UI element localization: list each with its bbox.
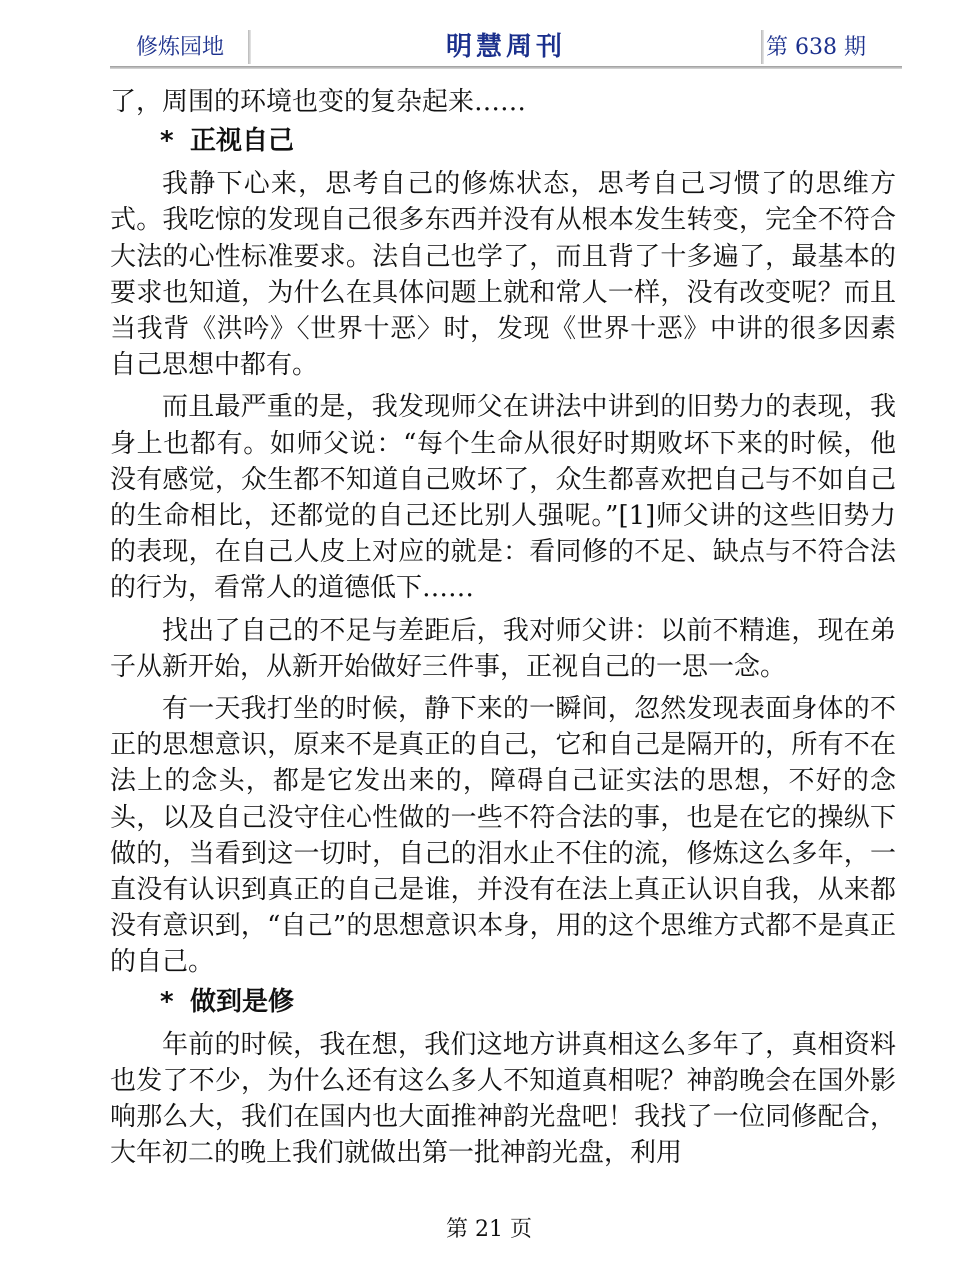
section-heading-1 — [110, 124, 896, 158]
paragraph-1: 我静下心来，思考自己的修炼状态，思考自己习惯了的思维方式。我吃惊的发现自己很多东西并没有从根本发生转变，完全不符合大法的心性标准要求。法自己也学了，而且背了十多遍了，最基本的要求也知道，为什么在具体问题上就和常人一样，没有改变呢？而且当我背《洪吟》〈世界十恶〉时，发现《世界十恶》中讲的很多因素自己思想中都有。 — [110, 169, 896, 381]
header-rule — [110, 66, 902, 69]
header-divider-right — [761, 30, 764, 64]
issue-number: 第 638 期 — [766, 35, 866, 60]
paragraph-5: 年前的时候，我在想，我们这地方讲真相这么多年了，真相资料也发了不少，为什么还有这么多人不知道真相呢？神韵晚会在国外影响那么大，我们在国内也大面推神韵光盘吧！我找了一位同修配合，大年初二的晚上我们就做出第一批神韵光盘，利用 — [110, 1029, 896, 1169]
article-body — [110, 84, 896, 1171]
paragraph-3: 找出了自己的不足与差距后，我对师父讲：以前不精進，现在弟子从新开始，从新开始做好三件事，正视自己的一思一念。 — [110, 615, 896, 682]
masthead-title: 明慧周刊 — [445, 32, 566, 62]
heading-text: 正视自己 — [190, 126, 295, 157]
section-heading-2 — [110, 985, 896, 1019]
asterisk-bullet: * — [160, 126, 174, 157]
paragraph-0: 了，周围的环境也变的复杂起来…… — [110, 87, 527, 117]
heading-text: 做到是修 — [190, 986, 295, 1017]
page-header — [110, 22, 902, 66]
section-title: 修炼园地 — [136, 35, 225, 60]
paragraph-4: 有一天我打坐的时候，静下来的一瞬间，忽然发现表面身体的不正的思想意识，原来不是真正的自己，它和自己是隔开的，所有不在法上的念头，都是它发出来的，障碍自己证实法的思想，不好的念头，以及自己没守住心性做的一些不符合法的事，也是在它的操纵下做的，当看到这一切时，自己的泪水止不住的流，修炼这么多年，一直没有认识到真正的自己是谁，并没有在法上真正认识自我，从来都没有意识到，“自己”的思想意识本身，用的这个思维方式都不是真正的自己。 — [110, 694, 896, 978]
page-number: 第 21 页 — [446, 1217, 532, 1242]
asterisk-bullet: * — [160, 986, 174, 1017]
paragraph-2: 而且最严重的是，我发现师父在讲法中讲到的旧势力的表现，我身上也都有。如师父说：“每个生命从很好时期败坏下来的时候，他没有感觉，众生都不知道自己败坏了，众生都喜欢把自己与不如自己的生命相比，还都觉的自己还比别人强呢。”[1]师父讲的这些旧势力的表现，在自己人皮上对应的就是：看同修的不足、缺点与不符合法的行为，看常人的道德低下…… — [110, 392, 896, 604]
